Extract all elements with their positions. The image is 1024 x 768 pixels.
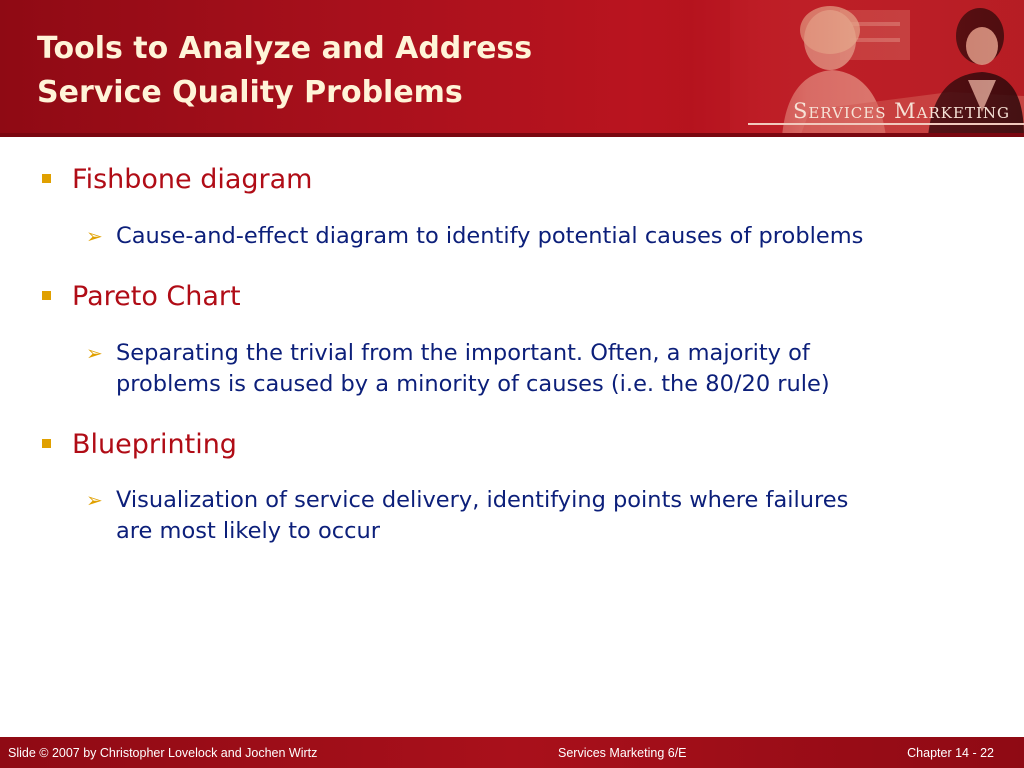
brand-underline xyxy=(748,123,1024,125)
header-band xyxy=(0,0,1024,137)
sub-bullet-text: Cause-and-effect diagram to identify potential causes of problems xyxy=(116,223,864,249)
square-bullet-icon xyxy=(42,439,51,448)
header-bottom-border xyxy=(0,133,1024,137)
bullet-heading: Blueprinting xyxy=(72,429,237,460)
slide-title: Tools to Analyze and Address Service Quality Problems xyxy=(37,31,533,110)
arrow-bullet-icon: ➢ xyxy=(86,224,103,248)
square-bullet-icon xyxy=(42,174,51,183)
footer-book-title: Services Marketing 6/E xyxy=(558,746,687,760)
bullet-heading: Fishbone diagram xyxy=(72,164,313,195)
slide-body xyxy=(0,140,1024,730)
bullet-pareto-chart xyxy=(0,277,1024,317)
sub-bullet-text: Separating the trivial from the important. Often, a majority of problems is caused by a minority of causes (i.e. the 80/20 rule) xyxy=(116,340,830,397)
sub-bullet-text: Visualization of service delivery, identifying points where failures are most likely to occur xyxy=(116,487,849,544)
footer-slide-number: Chapter 14 - 22 xyxy=(907,746,994,760)
bullet-heading: Pareto Chart xyxy=(72,281,241,312)
arrow-bullet-icon: ➢ xyxy=(86,341,103,365)
bullet-fishbone-diagram xyxy=(0,160,1024,200)
arrow-bullet-icon: ➢ xyxy=(86,488,103,512)
footer-band xyxy=(0,737,1024,768)
footer-copyright: Slide © 2007 by Christopher Lovelock and Jochen Wirtz xyxy=(8,746,318,760)
square-bullet-icon xyxy=(42,291,51,300)
brand-wordmark: Services Marketing xyxy=(792,99,1010,123)
bullet-blueprinting xyxy=(0,425,1024,465)
